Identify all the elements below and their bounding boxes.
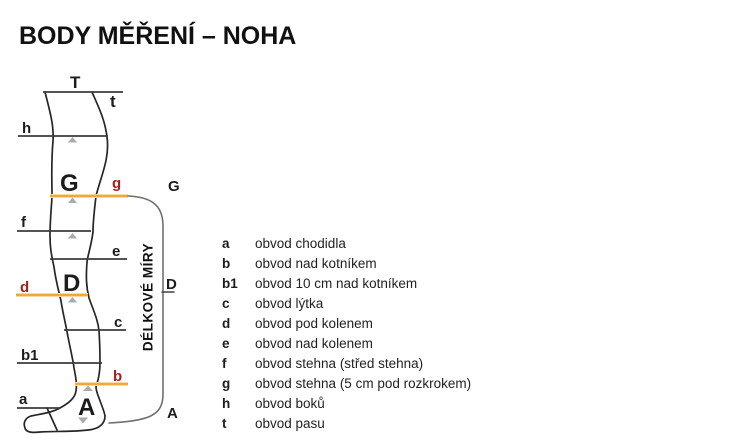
point-label-e: e [112, 243, 121, 260]
length-measures-title: DÉLKOVÉ MÍRY [140, 242, 156, 352]
page-title: BODY MĚŘENÍ – NOHA [19, 22, 297, 50]
point-label-b: b [113, 368, 123, 385]
legend-key: g [222, 376, 231, 391]
legend-text: obvod pod kolenem [255, 316, 373, 331]
legend-row-e [222, 334, 471, 354]
point-label-D: D [63, 270, 81, 297]
legend-text: obvod nad kotníkem [255, 256, 377, 271]
legend-row-c [222, 294, 471, 314]
legend-text: obvod stehna (5 cm pod rozkrokem) [255, 376, 472, 391]
leg-outline [24, 92, 107, 432]
point-label-d: d [20, 279, 30, 296]
legend-row-b1 [222, 274, 471, 294]
marker-f-icon [68, 233, 77, 239]
point-label-b1: b1 [21, 347, 39, 364]
legend-text: obvod nad kolenem [255, 336, 373, 351]
legend-key: b1 [222, 276, 238, 291]
bracket-label-D: D [166, 276, 177, 293]
legend-key: d [222, 316, 231, 331]
legend-text: obvod stehna (střed stehna) [255, 356, 424, 371]
legend-row-d [222, 314, 471, 334]
point-label-T: T [70, 73, 81, 92]
legend-text: obvod lýtka [255, 296, 324, 311]
legend-text: obvod pasu [255, 416, 325, 431]
point-label-G: G [60, 170, 79, 197]
legend-row-f [222, 354, 471, 374]
point-label-c: c [114, 314, 123, 331]
legend-key: b [222, 256, 231, 271]
marker-b-icon [83, 386, 93, 392]
marker-d-icon [68, 297, 77, 303]
legend-row-b [222, 254, 471, 274]
point-label-A: A [78, 394, 96, 421]
legend-row-t [222, 414, 471, 434]
point-label-h: h [22, 120, 32, 137]
point-label-f: f [21, 214, 26, 231]
point-label-a: a [19, 391, 28, 408]
legend-row-g [222, 374, 471, 394]
legend-text: obvod chodidla [255, 236, 346, 251]
legend-row-a [222, 234, 471, 254]
legend-key: c [222, 296, 230, 311]
legend-key: t [222, 416, 227, 431]
legend-key: h [222, 396, 231, 411]
legend-text: obvod 10 cm nad kotníkem [255, 276, 418, 291]
leg-contour [24, 92, 107, 432]
point-label-t: t [110, 92, 116, 111]
legend-key: f [222, 356, 227, 371]
legend-key: e [222, 336, 230, 351]
point-label-g: g [112, 175, 122, 192]
legend-row-h [222, 394, 471, 414]
marker-h-icon [68, 137, 77, 143]
bracket-label-A: A [167, 405, 178, 422]
legend-text: obvod boků [255, 396, 325, 411]
bracket-label-G: G [168, 178, 180, 195]
legend [222, 234, 471, 434]
legend-key: a [222, 236, 230, 251]
marker-G-icon [68, 198, 77, 204]
